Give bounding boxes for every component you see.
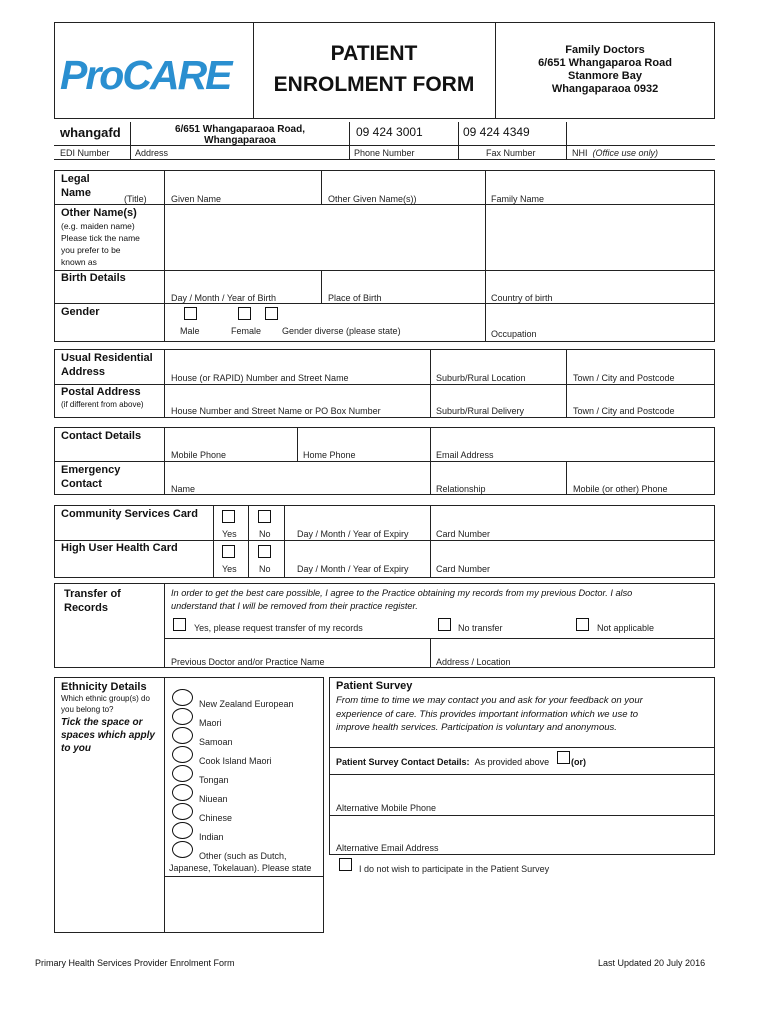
ethnicity-instruction-2: spaces which apply: [61, 730, 155, 741]
given-name-label: Given Name: [171, 194, 222, 204]
ethnicity-option-radio[interactable]: [172, 784, 193, 801]
ethnicity-other-input[interactable]: [166, 878, 322, 931]
phone-number-label: Phone Number: [354, 148, 415, 158]
ethnicity-option-label: Maori: [199, 718, 222, 728]
no-transfer-checkbox[interactable]: [438, 618, 451, 631]
usual-address-label: Usual Residential: [61, 352, 153, 364]
previous-doctor-label: Previous Doctor and/or Practice Name: [171, 657, 325, 667]
ethnicity-instruction-3: to you: [61, 743, 91, 754]
survey-contact-details-label: Patient Survey Contact Details: As provided above: [336, 757, 550, 767]
family-name-label: Family Name: [491, 194, 545, 204]
transfer-records-label: Transfer of: [64, 588, 121, 600]
patient-survey-text-1: From time to time we may contact you and ask for your feedback on your: [336, 695, 643, 706]
no-transfer-label: No transfer: [458, 623, 503, 633]
ethnicity-option-radio[interactable]: [172, 727, 193, 744]
mobile-other-label: Mobile (or other) Phone: [573, 484, 668, 494]
country-of-birth-label: Country of birth: [491, 293, 553, 303]
contact-details-label: Contact Details: [61, 430, 142, 442]
place-of-birth-label: Place of Birth: [328, 293, 382, 303]
home-phone-label: Home Phone: [303, 450, 356, 460]
footer-form-name: Primary Health Services Provider Enrolment Form: [35, 958, 235, 968]
transfer-yes-checkbox[interactable]: [173, 618, 186, 631]
town-label: Town / City and Postcode: [573, 373, 675, 383]
not-applicable-label: Not applicable: [597, 623, 655, 633]
ethnicity-question-1: Which ethnic group(s) do: [61, 694, 150, 703]
other-names-note-3: you prefer to be: [61, 245, 121, 255]
transfer-records-label-2: Records: [64, 602, 109, 614]
fax-number-value[interactable]: 09 424 4349: [463, 125, 530, 139]
huhc-yes-label: Yes: [222, 564, 237, 574]
practice-address-1: 6/651 Whangaparoa Road: [538, 57, 672, 69]
address-label: Address: [135, 148, 169, 158]
ethnicity-option-label: Niuean: [199, 794, 228, 804]
relationship-label: Relationship: [436, 484, 486, 494]
csc-yes-checkbox[interactable]: [222, 510, 235, 523]
high-user-health-card-label: High User Health Card: [61, 542, 178, 554]
form-title: PATIENT: [330, 42, 418, 65]
other-names-note-2: Please tick the name: [61, 233, 140, 243]
csc-no-label: No: [259, 529, 271, 539]
usual-address-label-2: Address: [61, 366, 106, 378]
house-po-label: House Number and Street Name or PO Box Number: [171, 406, 381, 416]
huhc-expiry-label: Day / Month / Year of Expiry: [297, 564, 409, 574]
practice-address-value[interactable]: 6/651 Whangaparaoa Road,: [174, 124, 306, 135]
legal-name-label-2: Name: [61, 187, 91, 199]
practice-address-3: Whangaparaoa 0932: [551, 83, 659, 95]
ethnicity-option-radio[interactable]: [172, 689, 193, 706]
suburb-delivery-label: Suburb/Rural Delivery: [436, 406, 525, 416]
patient-survey-text-2: experience of care. This provides important information which we use to: [336, 709, 639, 720]
transfer-yes-label: Yes, please request transfer of my records: [194, 623, 363, 633]
gender-diverse-checkbox[interactable]: [265, 307, 278, 320]
patient-survey-text-3: improve health services. Participation is voluntary and anonymous.: [336, 722, 617, 733]
csc-no-checkbox[interactable]: [258, 510, 271, 523]
ethnicity-option-label: Samoan: [199, 737, 233, 747]
other-names-note-4: known as: [61, 257, 97, 267]
csc-card-number-label: Card Number: [436, 529, 491, 539]
huhc-yes-checkbox[interactable]: [222, 545, 235, 558]
male-label: Male: [180, 326, 200, 336]
ethnicity-option-radio[interactable]: [172, 708, 193, 725]
transfer-agreement-2: understand that I will be removed from their practice register.: [171, 601, 418, 611]
ethnicity-instruction-1: Tick the space or: [61, 717, 143, 728]
gender-label: Gender: [61, 306, 100, 318]
ethnicity-option-label: Tongan: [199, 775, 229, 785]
fax-number-label: Fax Number: [486, 148, 536, 158]
alt-email-label: Alternative Email Address: [336, 843, 439, 853]
other-names-label: Other Name(s): [61, 207, 137, 219]
nhi-label: NHI (Office use only): [572, 148, 659, 158]
community-services-card-label: Community Services Card: [61, 508, 198, 520]
ethnicity-option-radio[interactable]: [172, 803, 193, 820]
footer-last-updated: Last Updated 20 July 2016: [598, 958, 706, 968]
opt-out-survey-checkbox[interactable]: [339, 858, 352, 871]
alt-mobile-label: Alternative Mobile Phone: [336, 803, 437, 813]
other-given-names-label: Other Given Name(s)): [328, 194, 417, 204]
address-location-label: Address / Location: [436, 657, 511, 667]
transfer-agreement-1: In order to get the best care possible, I agree to the Practice obtaining my records from my previous Doctor. I also: [171, 588, 633, 598]
dob-label: Day / Month / Year of Birth: [171, 293, 277, 303]
phone-number-value[interactable]: 09 424 3001: [356, 125, 423, 139]
edi-number-label: EDI Number: [60, 148, 110, 158]
female-label: Female: [231, 326, 262, 336]
as-provided-checkbox[interactable]: [557, 751, 570, 764]
emergency-contact-label-2: Contact: [61, 478, 102, 490]
other-names-note-1: (e.g. maiden name): [61, 221, 135, 231]
ethnicity-option-radio[interactable]: [172, 746, 193, 763]
house-street-label: House (or RAPID) Number and Street Name: [171, 373, 349, 383]
ethnicity-details-label: Ethnicity Details: [61, 681, 147, 693]
ethnicity-option-label: New Zealand European: [199, 699, 294, 709]
postal-address-label: Postal Address: [61, 386, 141, 398]
huhc-no-checkbox[interactable]: [258, 545, 271, 558]
ethnicity-question-2: you belong to?: [61, 705, 114, 714]
ethnicity-option-radio[interactable]: [172, 822, 193, 839]
not-applicable-checkbox[interactable]: [576, 618, 589, 631]
huhc-card-number-label: Card Number: [436, 564, 491, 574]
ethnicity-option-label: Chinese: [199, 813, 233, 823]
practice-name: Family Doctors: [565, 44, 645, 56]
female-checkbox[interactable]: [238, 307, 251, 320]
email-address-label: Email Address: [436, 450, 494, 460]
ethnicity-other-label-2: Japanese, Tokelauan). Please state: [169, 863, 312, 873]
procare-logo: ProCARE: [60, 52, 231, 98]
huhc-no-label: No: [259, 564, 271, 574]
gender-diverse-label: Gender diverse (please state): [282, 326, 401, 336]
csc-yes-label: Yes: [222, 529, 237, 539]
ethnicity-other-label: Other (such as Dutch,: [199, 851, 287, 861]
ethnicity-option-label: Cook Island Maori: [199, 756, 272, 766]
csc-expiry-label: Day / Month / Year of Expiry: [297, 529, 409, 539]
patient-survey-title: Patient Survey: [336, 680, 413, 692]
ethnicity-option-radio[interactable]: [172, 841, 193, 858]
postal-address-note: (if different from above): [61, 400, 144, 409]
birth-details-label: Birth Details: [61, 272, 126, 284]
ethnicity-option-radio[interactable]: [172, 765, 193, 782]
town-label-2: Town / City and Postcode: [573, 406, 675, 416]
survey-or-label: (or): [571, 757, 586, 767]
emergency-name-label: Name: [171, 484, 196, 494]
suburb-label: Suburb/Rural Location: [436, 373, 526, 383]
mobile-phone-label: Mobile Phone: [171, 450, 227, 460]
emergency-contact-label: Emergency: [61, 464, 121, 476]
male-checkbox[interactable]: [184, 307, 197, 320]
form-title-2: ENROLMENT FORM: [273, 73, 475, 96]
opt-out-survey-label: I do not wish to participate in the Patient Survey: [359, 864, 550, 874]
occupation-label: Occupation: [491, 329, 537, 339]
legal-name-label: Legal: [61, 173, 90, 185]
title-label: (Title): [124, 194, 147, 204]
edi-number-value[interactable]: whangafd: [60, 125, 121, 140]
practice-address-2: Stanmore Bay: [568, 70, 642, 82]
ethnicity-option-label: Indian: [199, 832, 224, 842]
practice-address-value-2[interactable]: Whangaparaoa: [204, 135, 276, 146]
